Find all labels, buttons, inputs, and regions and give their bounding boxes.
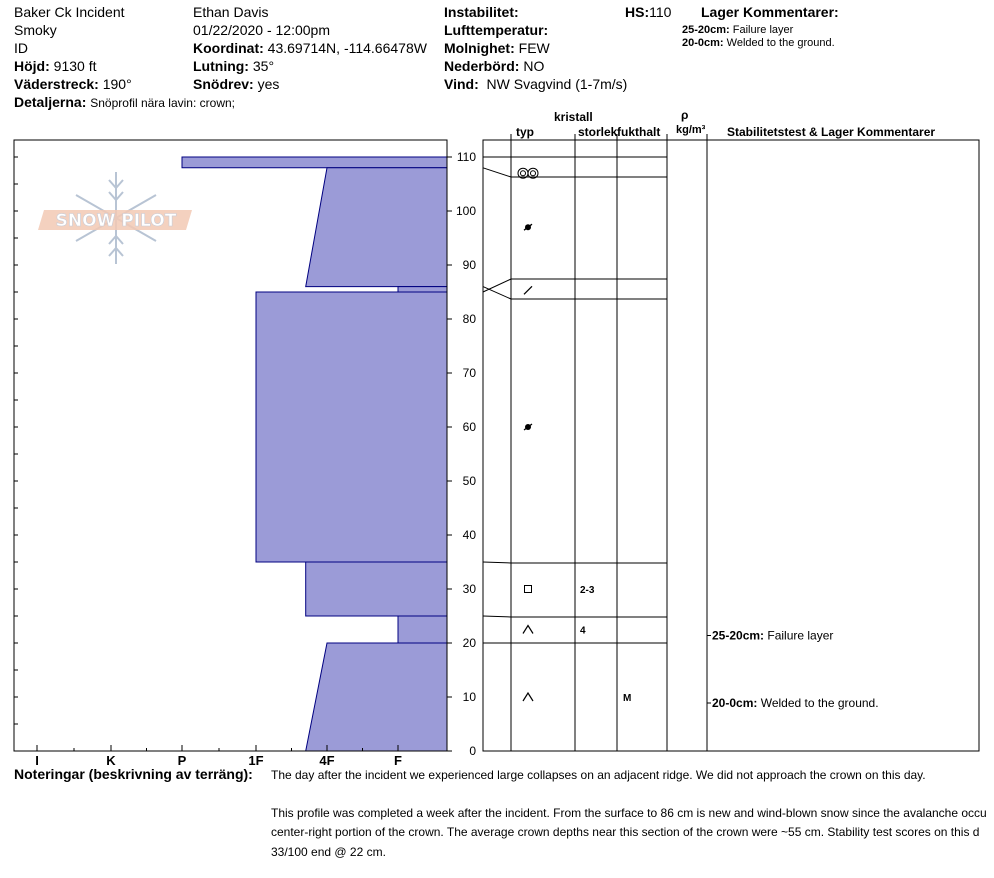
- grain-size-4: 2-3: [580, 585, 595, 596]
- decomposing-fragments-icon: [524, 424, 532, 430]
- stability-comment-0: [712, 629, 833, 643]
- instability-label: Instabilitet:: [444, 4, 519, 20]
- y-tick-label-50: 50: [462, 474, 476, 488]
- col-kristall: kristall: [554, 110, 593, 124]
- faceted-crystals-icon: [525, 586, 532, 593]
- snowpilot-logo: [38, 172, 192, 264]
- col-density-unit: kg/m³: [676, 124, 706, 136]
- stability-comment-depth-0: 25-20cm:: [712, 628, 768, 643]
- precip-label: Nederbörd:: [444, 58, 520, 74]
- grain-connector-85: [483, 279, 511, 292]
- col-fukthalt: fukthalt: [617, 125, 661, 139]
- y-tick-label-0: 0: [469, 744, 476, 758]
- x-tick-label-P: P: [177, 753, 187, 768]
- aspect-value: 190°: [102, 76, 132, 92]
- y-tick-label-110: 110: [456, 150, 476, 164]
- grain-table-frame: [483, 140, 979, 751]
- state-name: ID: [14, 40, 28, 56]
- notes-line-2: This profile was completed a week after the incident. From the surface to 86 cm is new and wind-blown snow since the avalanche occu: [271, 806, 987, 820]
- precip-value: NO: [523, 58, 545, 74]
- col-storlek: storlek: [578, 125, 618, 139]
- stability-comment-depth-1: 20-0cm:: [712, 696, 761, 710]
- coordinate-value: 43.69714N, -114.66478W: [267, 40, 427, 56]
- coordinate-label: Koordinat:: [193, 40, 264, 56]
- airtemp-label: Lufttemperatur:: [444, 22, 549, 38]
- sky-label: Molnighet:: [444, 40, 515, 56]
- grain-row-4: [525, 585, 595, 596]
- hardness-bar-1: [306, 168, 447, 287]
- depth-hoar-icon: [523, 626, 533, 634]
- wind-value: NW Svagvind (1-7m/s): [486, 76, 628, 92]
- slope-label: Lutning:: [193, 58, 249, 74]
- layer-comment-1-depth: 25-20cm:: [682, 24, 730, 36]
- y-tick-label-20: 20: [462, 636, 476, 650]
- layer-comment-1-text: Failure layer: [732, 24, 794, 36]
- drift-label: Snödrev:: [193, 76, 254, 92]
- layer-comments-label: Lager Kommentarer:: [701, 4, 839, 20]
- hardness-bar-0: [182, 157, 447, 168]
- range-name: Smoky: [14, 22, 57, 38]
- y-tick-label-30: 30: [462, 582, 476, 596]
- grain-connector-108: [483, 168, 511, 177]
- depth-hoar-icon: [523, 693, 533, 701]
- grain-row-6: [523, 693, 631, 704]
- elevation-label: Höjd:: [14, 58, 50, 74]
- grain-row-1: [524, 224, 532, 230]
- notes-label: Noteringar (beskrivning av terräng):: [14, 766, 253, 782]
- hardness-bar-4: [306, 562, 447, 616]
- stability-comment-text-0: Failure layer: [767, 628, 834, 643]
- x-tick-label-I: I: [35, 753, 39, 768]
- layer-comment-2-text: Welded to the ground.: [726, 37, 835, 49]
- grain-row-3: [524, 424, 532, 430]
- x-tick-label-4F: 4F: [319, 753, 335, 768]
- observer-name: Ethan Davis: [193, 4, 269, 20]
- notes-line-1: The day after the incident we experienced large collapses on an adjacent ridge. We did not approach the crown on this day.: [271, 768, 926, 782]
- hs-value: 110: [649, 4, 672, 20]
- notes-line-3: center-right portion of the crown. The average crown depths near this section of the crown were ~55 cm. Stability test scores on this d: [271, 825, 980, 839]
- y-tick-label-80: 80: [462, 312, 476, 326]
- x-tick-label-1F: 1F: [248, 753, 264, 768]
- grain-connector-25: [483, 616, 511, 617]
- faceted-rounded-icon: [524, 286, 532, 294]
- elevation-value: 9130 ft: [53, 58, 97, 74]
- sky-value: FEW: [518, 40, 550, 56]
- y-tick-label-60: 60: [462, 420, 476, 434]
- slope-value: 35°: [252, 58, 275, 74]
- hardness-bar-6: [306, 643, 447, 751]
- grain-row-5: [523, 626, 586, 637]
- col-stability: Stabilitetstest & Lager Kommentarer: [727, 125, 936, 139]
- y-tick-label-40: 40: [462, 528, 476, 542]
- aspect-label: Väderstreck:: [14, 76, 99, 92]
- y-tick-label-70: 70: [462, 366, 476, 380]
- grain-moisture-6: M: [623, 693, 632, 704]
- incident-name: Baker Ck Incident: [14, 4, 125, 20]
- decomposing-fragments-icon: [524, 224, 532, 230]
- observation-datetime: 01/22/2020 - 12:00pm: [193, 22, 330, 38]
- details-label: Detaljerna:: [14, 94, 87, 110]
- grain-row-2: [524, 286, 532, 294]
- col-typ: typ: [516, 125, 534, 139]
- y-tick-label-100: 100: [455, 204, 476, 218]
- layer-comment-2-depth: 20-0cm:: [682, 37, 724, 49]
- stability-comment-1: [712, 696, 879, 710]
- logo-text: SNOW PILOT: [55, 211, 177, 231]
- grain-connector-86: [483, 287, 511, 299]
- y-tick-label-90: 90: [462, 258, 476, 272]
- y-tick-label-10: 10: [462, 690, 476, 704]
- details-value: Snöprofil nära lavin: crown;: [90, 96, 235, 110]
- notes-line-4: 33/100 end @ 22 cm.: [271, 845, 386, 859]
- x-tick-label-F: F: [394, 753, 402, 768]
- hardness-bar-3: [256, 292, 447, 562]
- x-tick-label-K: K: [106, 753, 116, 768]
- grain-size-5: 4: [580, 625, 586, 637]
- col-rho: ρ: [681, 108, 689, 122]
- wind-label: Vind:: [444, 76, 479, 92]
- hs-label: HS:: [625, 4, 650, 20]
- stability-comment-text-1: Welded to the ground.: [760, 696, 879, 710]
- grain-connector-35: [483, 562, 511, 563]
- hardness-bar-2: [398, 287, 447, 292]
- drift-value: yes: [257, 76, 280, 92]
- hardness-bar-5: [398, 616, 447, 643]
